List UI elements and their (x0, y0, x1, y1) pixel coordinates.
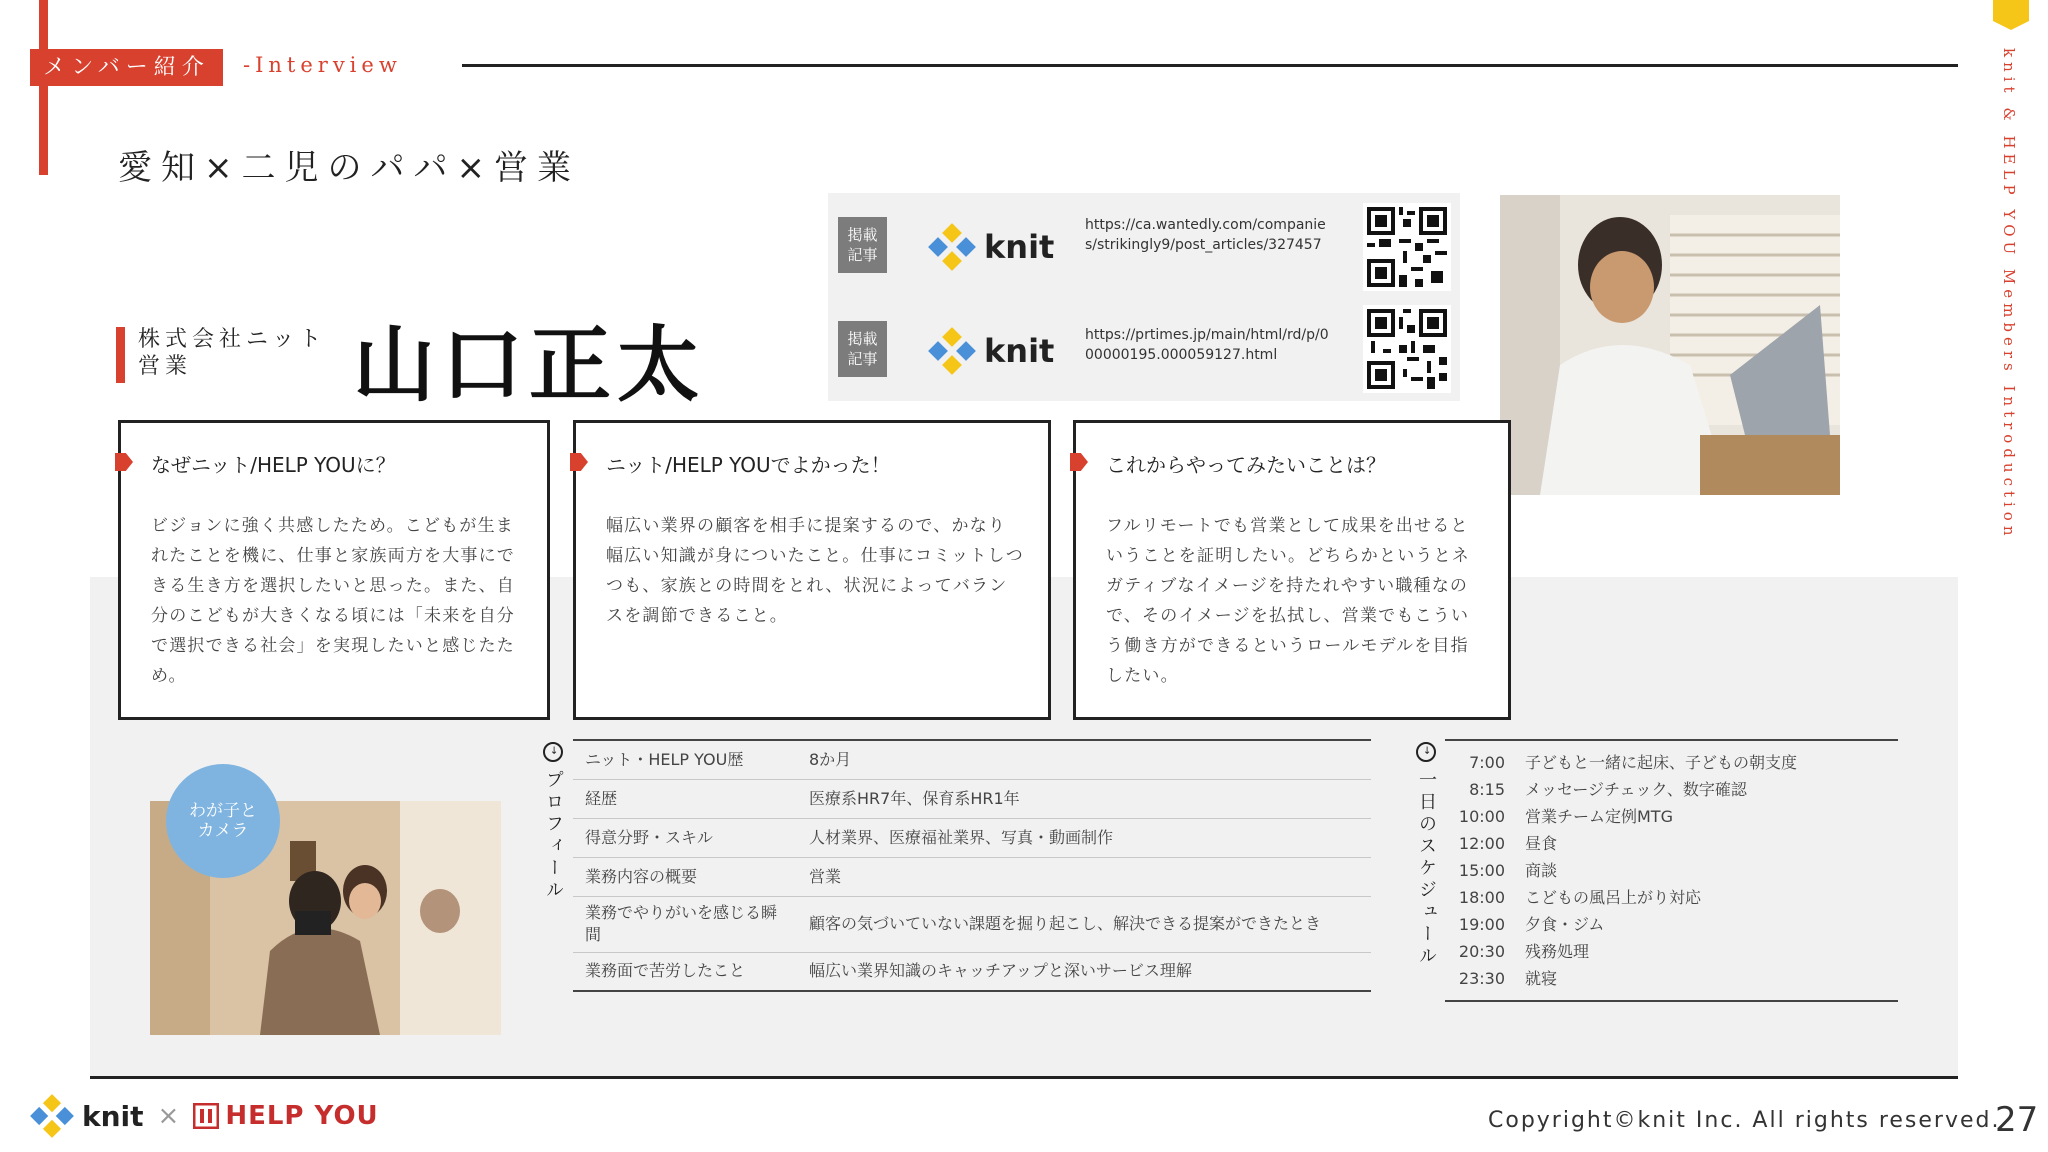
footer-divider (90, 1076, 1958, 1079)
table-row: 得意分野・スキル 人材業界、医療福祉業界、写真・動画制作 (573, 818, 1371, 857)
profile-table (573, 739, 1371, 992)
article-badge: 掲載 記事 (838, 321, 887, 377)
article-item[interactable] (828, 193, 1460, 297)
qa-answer: 幅広い業界の顧客を相手に提案するので、かなり幅広い知識が身についたこと。仕事にコミットしつつも、家族との時間をとれ、状況によってバランスを調節できること。 (606, 516, 1024, 626)
schedule-label: →一日のスケジュール (1413, 742, 1439, 968)
person-role: 営業 (138, 354, 193, 379)
knit-logo-icon (30, 1094, 74, 1138)
arrow-circle-icon: → (543, 742, 563, 762)
vertical-caption: knit & HELP YOU Members Introduction (2000, 48, 2018, 541)
table-row: ニット・HELP YOU歴 8か月 (573, 740, 1371, 779)
photo-caption-badge: わが子と カメラ (166, 764, 280, 878)
company-accent (116, 327, 125, 383)
arrow-circle-icon: → (1416, 742, 1436, 762)
qa-question: ニット/HELP YOUでよかった！ (606, 453, 891, 477)
list-item: 15:00 商談 (1458, 861, 1558, 880)
qa-card-good (573, 420, 1051, 720)
table-row: 経歴 医療系HR7年、保育系HR1年 (573, 779, 1371, 818)
person-name: 山口正太 (353, 318, 706, 413)
qa-answer: フルリモートでも営業として成果を出せるということを証明したい。どちらかというとネガティブなイメージを持たれやすい職種なので、そのイメージを払拭し、営業でもこういう働き方ができるというロールモデルを目指したい。 (1106, 516, 1470, 686)
bullet-icon (1070, 453, 1088, 471)
helpyou-logo-icon (193, 1103, 219, 1129)
header-divider (462, 64, 1958, 67)
qa-answer: ビジョンに強く共感したため。こどもが生まれたことを機に、仕事と家族両方を大事にできる生き方を選択したいと思った。また、自分のこどもが大きくなる頃には「未来を自分で選択できる社会」を実現したいと感じたため。 (151, 516, 515, 686)
article-badge: 掲載 記事 (838, 217, 887, 273)
table-row: 業務面で苦労したこと 幅広い業界知識のキャッチアップと深いサービス理解 (573, 952, 1371, 991)
company-name: 株式会社ニット (138, 327, 327, 352)
bookmark-icon (1993, 0, 2029, 30)
knit-logo: knit (928, 327, 1054, 375)
footer-logos (30, 1094, 379, 1138)
qa-question: これからやってみたいことは？ (1106, 453, 1386, 477)
schedule-list (1445, 739, 1898, 1002)
table-row: 業務でやりがいを感じる瞬間 顧客の気づいていない課題を掘り起こし、解決できる提案ができたとき (573, 896, 1371, 952)
article-url[interactable]: https://ca.wantedly.com/companies/strikingly9/post_articles/327457 (1085, 217, 1326, 253)
portrait-photo (1500, 195, 1840, 495)
company-block (138, 326, 326, 380)
list-item: 7:00 子どもと一緒に起床、子どもの朝支度 (1469, 753, 1798, 772)
list-item: 19:00 夕食・ジム (1458, 915, 1605, 934)
knit-logo-icon (928, 327, 976, 375)
section-subtitle: -Interview (243, 53, 402, 77)
articles-panel (828, 193, 1460, 401)
article-url[interactable]: https://prtimes.jp/main/html/rd/p/000000195.000059127.html (1085, 327, 1329, 363)
bullet-icon (570, 453, 588, 471)
list-item: 18:00 こどもの風呂上がり対応 (1458, 888, 1702, 907)
accent-bar (39, 0, 48, 175)
list-item: 10:00 営業チーム定例MTG (1458, 807, 1673, 826)
knit-logo: knit (928, 223, 1054, 271)
article-item[interactable] (828, 297, 1460, 401)
qr-code[interactable] (1363, 203, 1451, 291)
list-item: 20:30 残務処理 (1458, 942, 1590, 961)
copyright: Copyright©knit Inc. All rights reserved. (1488, 1108, 2001, 1133)
qa-card-future (1073, 420, 1511, 720)
page-number: 27 (1995, 1100, 2039, 1140)
helpyou-wordmark: HELP YOU (225, 1101, 379, 1131)
qa-question: なぜニット/HELP YOUに？ (151, 453, 396, 477)
page-title: 愛知×二児のパパ×営業 (118, 148, 580, 188)
qr-code[interactable] (1363, 305, 1451, 393)
list-item: 12:00 昼食 (1458, 834, 1558, 853)
section-tag: メンバー紹介 (30, 49, 223, 86)
knit-wordmark: knit (82, 1099, 144, 1133)
list-item: 23:30 就寝 (1458, 969, 1558, 988)
table-row: 業務内容の概要 営業 (573, 857, 1371, 896)
list-item: 8:15 メッセージチェック、数字確認 (1469, 780, 1747, 799)
bullet-icon (115, 453, 133, 471)
cross-separator: × (157, 1101, 180, 1131)
knit-logo-icon (928, 223, 976, 271)
profile-label: →プロフィール (540, 742, 566, 902)
qa-card-why (118, 420, 550, 720)
